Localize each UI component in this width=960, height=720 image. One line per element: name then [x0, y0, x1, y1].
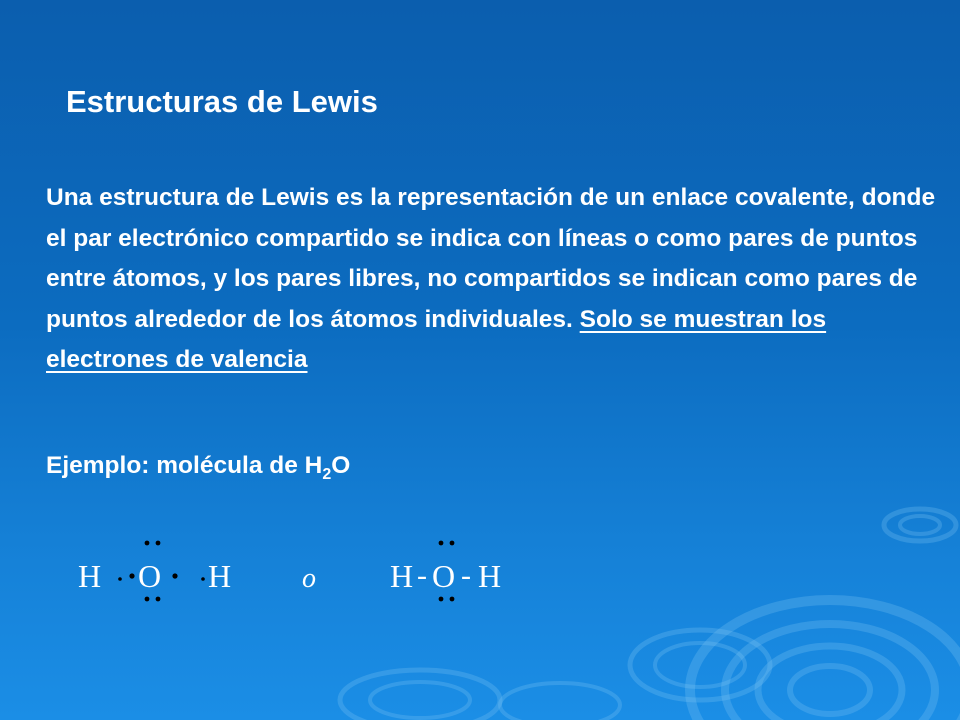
lone-pair-bottom-electron	[145, 597, 150, 602]
hydrogen-atom-right: H	[478, 558, 502, 594]
lewis-dot-structure	[78, 541, 231, 602]
single-bond-right: -	[461, 559, 471, 592]
electron-dots	[118, 541, 205, 602]
oxygen-atom: O	[432, 558, 456, 594]
lone-pair-top-electron	[145, 541, 150, 546]
definition-paragraph	[46, 178, 946, 381]
example-subscript: 2	[322, 466, 332, 483]
bonding-electron	[172, 573, 177, 578]
bonding-electron	[129, 573, 134, 578]
lone-pair-top-electron	[439, 541, 444, 546]
lone-pair-top-electron	[450, 541, 455, 546]
example-label	[46, 452, 350, 484]
valence-note: Solo se muestran los electrones de valencia	[46, 305, 827, 373]
lone-pair-bottom-electron	[439, 597, 444, 602]
bonding-electron	[201, 577, 205, 581]
lone-pair-top-electron	[156, 541, 161, 546]
hydrogen-atom-left: H	[390, 558, 414, 594]
oxygen-atom: O	[138, 558, 162, 594]
lewis-line-structure	[390, 541, 501, 602]
lewis-diagram	[60, 525, 540, 610]
example-tail: O	[331, 452, 351, 479]
single-bond-left: -	[417, 559, 427, 592]
lone-pair-bottom-electron	[156, 597, 161, 602]
hydrogen-atom-right: H	[208, 558, 232, 594]
separator-or: o	[302, 563, 316, 594]
example-text: Ejemplo: molécula de H	[46, 452, 323, 479]
lone-pair-bottom-electron	[450, 597, 455, 602]
slide-title: Estructuras de Lewis	[66, 84, 378, 119]
bonding-electron	[118, 577, 122, 581]
definition-text: Una estructura de Lewis es la representación de un enlace covalente, donde el par electrónico compartido se indica con líneas o como pares de puntos entre átomos, y los pares libres, no compartidos se indican como pares de puntos alrededor de los átomos individuales.	[46, 184, 936, 333]
hydrogen-atom-left: H	[78, 558, 102, 594]
